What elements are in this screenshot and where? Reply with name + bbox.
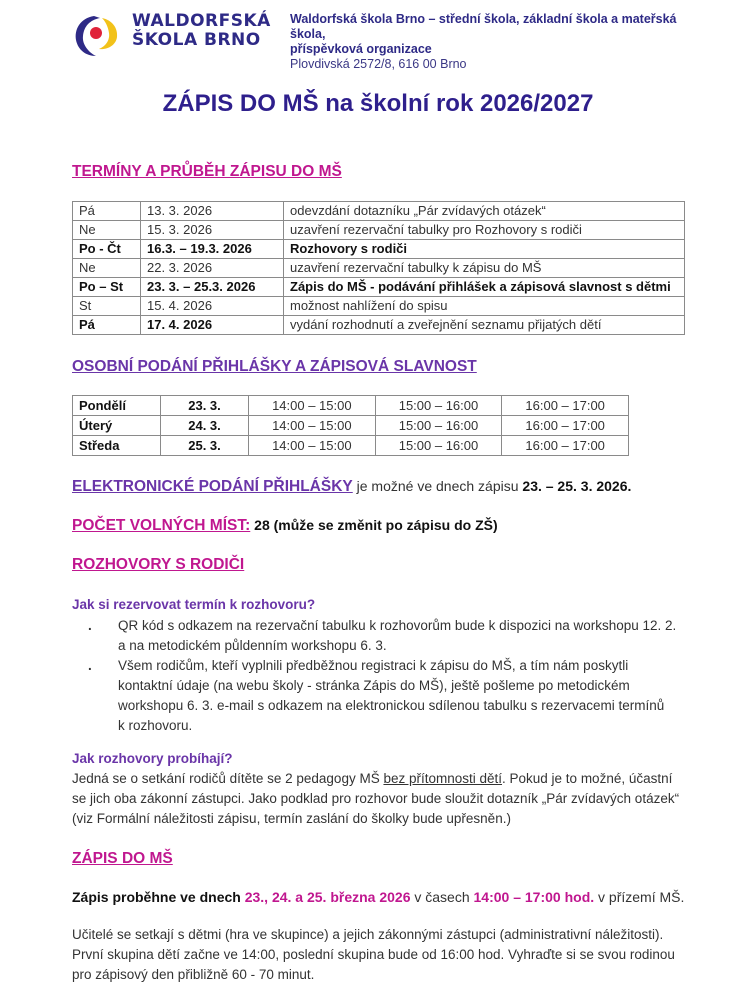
terms-table bbox=[72, 201, 685, 335]
cell-day: Úterý bbox=[73, 416, 161, 436]
process-line-1 bbox=[72, 769, 679, 789]
process-paragraph bbox=[72, 769, 679, 829]
enrollment-summary bbox=[72, 887, 684, 907]
cell-slot: 14:00 – 15:00 bbox=[249, 436, 376, 456]
cell-day: Po - Čt bbox=[73, 240, 141, 259]
cell-desc: možnost nahlížení do spisu bbox=[284, 297, 685, 316]
cell-desc: uzavření rezervační tabulky pro Rozhovory s rodiči bbox=[284, 221, 685, 240]
table-row bbox=[73, 316, 685, 335]
schedule-table bbox=[72, 395, 629, 456]
cell-date: 13. 3. 2026 bbox=[141, 202, 284, 221]
electronic-dates: 23. – 25. 3. 2026. bbox=[522, 478, 632, 494]
page-title: ZÁPIS DO MŠ na školní rok 2026/2027 bbox=[162, 90, 594, 117]
underlined-text: bez přítomnosti dětí bbox=[383, 771, 503, 786]
org-type: příspěvková organizace bbox=[290, 42, 432, 56]
enrollment-hours: 14:00 – 17:00 hod. bbox=[473, 889, 595, 905]
process-line-2: se jich oba zákonní zástupci. Jako podklad pro rozhovor bude sloužit dotazník „Pár zvídavých otázek“ bbox=[72, 791, 680, 806]
table-row bbox=[73, 297, 685, 316]
org-name: Waldorfská škola Brno – střední škola, základní škola a mateřská škola, bbox=[290, 12, 677, 41]
cell-day: Ne bbox=[73, 221, 141, 240]
bullet-2-line-1: Všem rodičům, kteří vyplnili předběžnou registraci k zápisu do MŠ, a tím nám poskytli bbox=[118, 658, 629, 673]
cell-date: 17. 4. 2026 bbox=[141, 316, 284, 335]
table-row bbox=[73, 259, 685, 278]
enrollment-text: v časech bbox=[410, 889, 474, 905]
table-row bbox=[73, 202, 685, 221]
letterhead bbox=[70, 10, 690, 71]
organization-info bbox=[290, 12, 690, 72]
cell-date: 23. 3. – 25.3. 2026 bbox=[141, 278, 284, 297]
question-reserve: Jak si rezervovat termín k rozhovoru? bbox=[72, 597, 316, 612]
enrollment-text: Zápis proběhne ve dnech bbox=[72, 889, 245, 905]
section-heading-enrollment: ZÁPIS DO MŠ bbox=[72, 850, 173, 867]
table-row bbox=[73, 396, 629, 416]
cell-date: 24. 3. bbox=[161, 416, 249, 436]
cell-slot: 16:00 – 17:00 bbox=[502, 436, 629, 456]
cell-date: 22. 3. 2026 bbox=[141, 259, 284, 278]
table-row bbox=[73, 240, 685, 259]
logo-text bbox=[132, 12, 271, 50]
process-text: . Pokud je to možné, účastní bbox=[502, 771, 673, 786]
places-line bbox=[72, 515, 498, 536]
cell-date: 16.3. – 19.3. 2026 bbox=[141, 240, 284, 259]
bullet-2-line-3: workshopu 6. 3. e-mail s odkazem na elektronickou sdílenou tabulku s rezervacemi termínů bbox=[118, 698, 665, 713]
process-text: Jedná se o setkání rodičů dítěte se 2 pedagogy MŠ bbox=[72, 771, 384, 786]
enrollment-line-2: První skupina dětí začne ve 14:00, poslední skupina bude od 16:00 hod. Vyhraďte si se svou rodinou bbox=[72, 947, 675, 962]
table-row bbox=[73, 436, 629, 456]
cell-slot: 16:00 – 17:00 bbox=[502, 396, 629, 416]
cell-slot: 15:00 – 16:00 bbox=[375, 396, 502, 416]
table-row bbox=[73, 416, 629, 436]
section-heading-personal: OSOBNÍ PODÁNÍ PŘIHLÁŠKY A ZÁPISOVÁ SLAVNOST bbox=[72, 358, 477, 375]
bullet-1-line-2: a na metodickém půldenním workshopu 6. 3. bbox=[118, 638, 387, 653]
cell-day: Středa bbox=[73, 436, 161, 456]
cell-date: 15. 4. 2026 bbox=[141, 297, 284, 316]
bullet-2-line-4: k rozhovoru. bbox=[118, 718, 193, 733]
enrollment-line-3: pro zápisový den přibližně 60 - 70 minut. bbox=[72, 967, 315, 982]
bullet-1-line-1: QR kód s odkazem na rezervační tabulku k rozhovorům bude k dispozici na workshopu 12. 2. bbox=[118, 618, 677, 633]
cell-slot: 14:00 – 15:00 bbox=[249, 396, 376, 416]
bullet-icon: . bbox=[88, 618, 92, 633]
school-logo-icon bbox=[72, 12, 122, 58]
cell-day: Pá bbox=[73, 202, 141, 221]
electronic-line bbox=[72, 476, 631, 497]
cell-slot: 16:00 – 17:00 bbox=[502, 416, 629, 436]
table-row bbox=[73, 221, 685, 240]
section-heading-terms: TERMÍNY A PRŮBĚH ZÁPISU DO MŠ bbox=[72, 163, 342, 180]
logo-line-1: WALDORFSKÁ bbox=[132, 11, 271, 31]
cell-slot: 15:00 – 16:00 bbox=[375, 416, 502, 436]
enrollment-paragraph bbox=[72, 925, 675, 985]
cell-desc: uzavření rezervační tabulky k zápisu do MŠ bbox=[284, 259, 685, 278]
logo-line-2: ŠKOLA BRNO bbox=[132, 30, 261, 50]
enrollment-text: v přízemí MŠ. bbox=[594, 889, 685, 905]
electronic-text: je možné ve dnech zápisu bbox=[352, 478, 523, 494]
section-heading-electronic: ELEKTRONICKÉ PODÁNÍ PŘIHLÁŠKY bbox=[72, 478, 353, 495]
cell-date: 23. 3. bbox=[161, 396, 249, 416]
cell-day: Po – St bbox=[73, 278, 141, 297]
table-row bbox=[73, 278, 685, 297]
process-line-3: (viz Formální náležitosti zápisu, termín zaslání do školky bude upřesněn.) bbox=[72, 811, 511, 826]
cell-slot: 15:00 – 16:00 bbox=[375, 436, 502, 456]
section-heading-interviews: ROZHOVORY S RODIČI bbox=[72, 556, 245, 573]
cell-date: 15. 3. 2026 bbox=[141, 221, 284, 240]
cell-day: Ne bbox=[73, 259, 141, 278]
cell-day: St bbox=[73, 297, 141, 316]
question-process: Jak rozhovory probíhají? bbox=[72, 751, 233, 766]
enrollment-dates: 23., 24. a 25. března 2026 bbox=[244, 889, 411, 905]
places-value: 28 (může se změnit po zápisu do ZŠ) bbox=[254, 517, 498, 533]
cell-desc: odevzdání dotazníku „Pár zvídavých otázek“ bbox=[284, 202, 685, 221]
cell-desc: vydání rozhodnutí a zveřejnění seznamu přijatých dětí bbox=[284, 316, 685, 335]
cell-slot: 14:00 – 15:00 bbox=[249, 416, 376, 436]
bullet-2-line-2: kontaktní údaje (na webu školy - stránka Zápis do MŠ), ještě pošleme po metodickém bbox=[118, 678, 630, 693]
cell-desc: Zápis do MŠ - podávání přihlášek a zápisová slavnost s dětmi bbox=[284, 278, 685, 297]
cell-date: 25. 3. bbox=[161, 436, 249, 456]
cell-day: Pondělí bbox=[73, 396, 161, 416]
section-heading-places: POČET VOLNÝCH MÍST: bbox=[72, 517, 251, 534]
bullet-icon: . bbox=[88, 658, 92, 673]
cell-day: Pá bbox=[73, 316, 141, 335]
cell-desc: Rozhovory s rodiči bbox=[284, 240, 685, 259]
org-address: Plovdivská 2572/8, 616 00 Brno bbox=[290, 57, 467, 71]
enrollment-line-1: Učitelé se setkají s dětmi (hra ve skupince) a jejich zákonnými zástupci (administrativní náležitosti). bbox=[72, 927, 664, 942]
